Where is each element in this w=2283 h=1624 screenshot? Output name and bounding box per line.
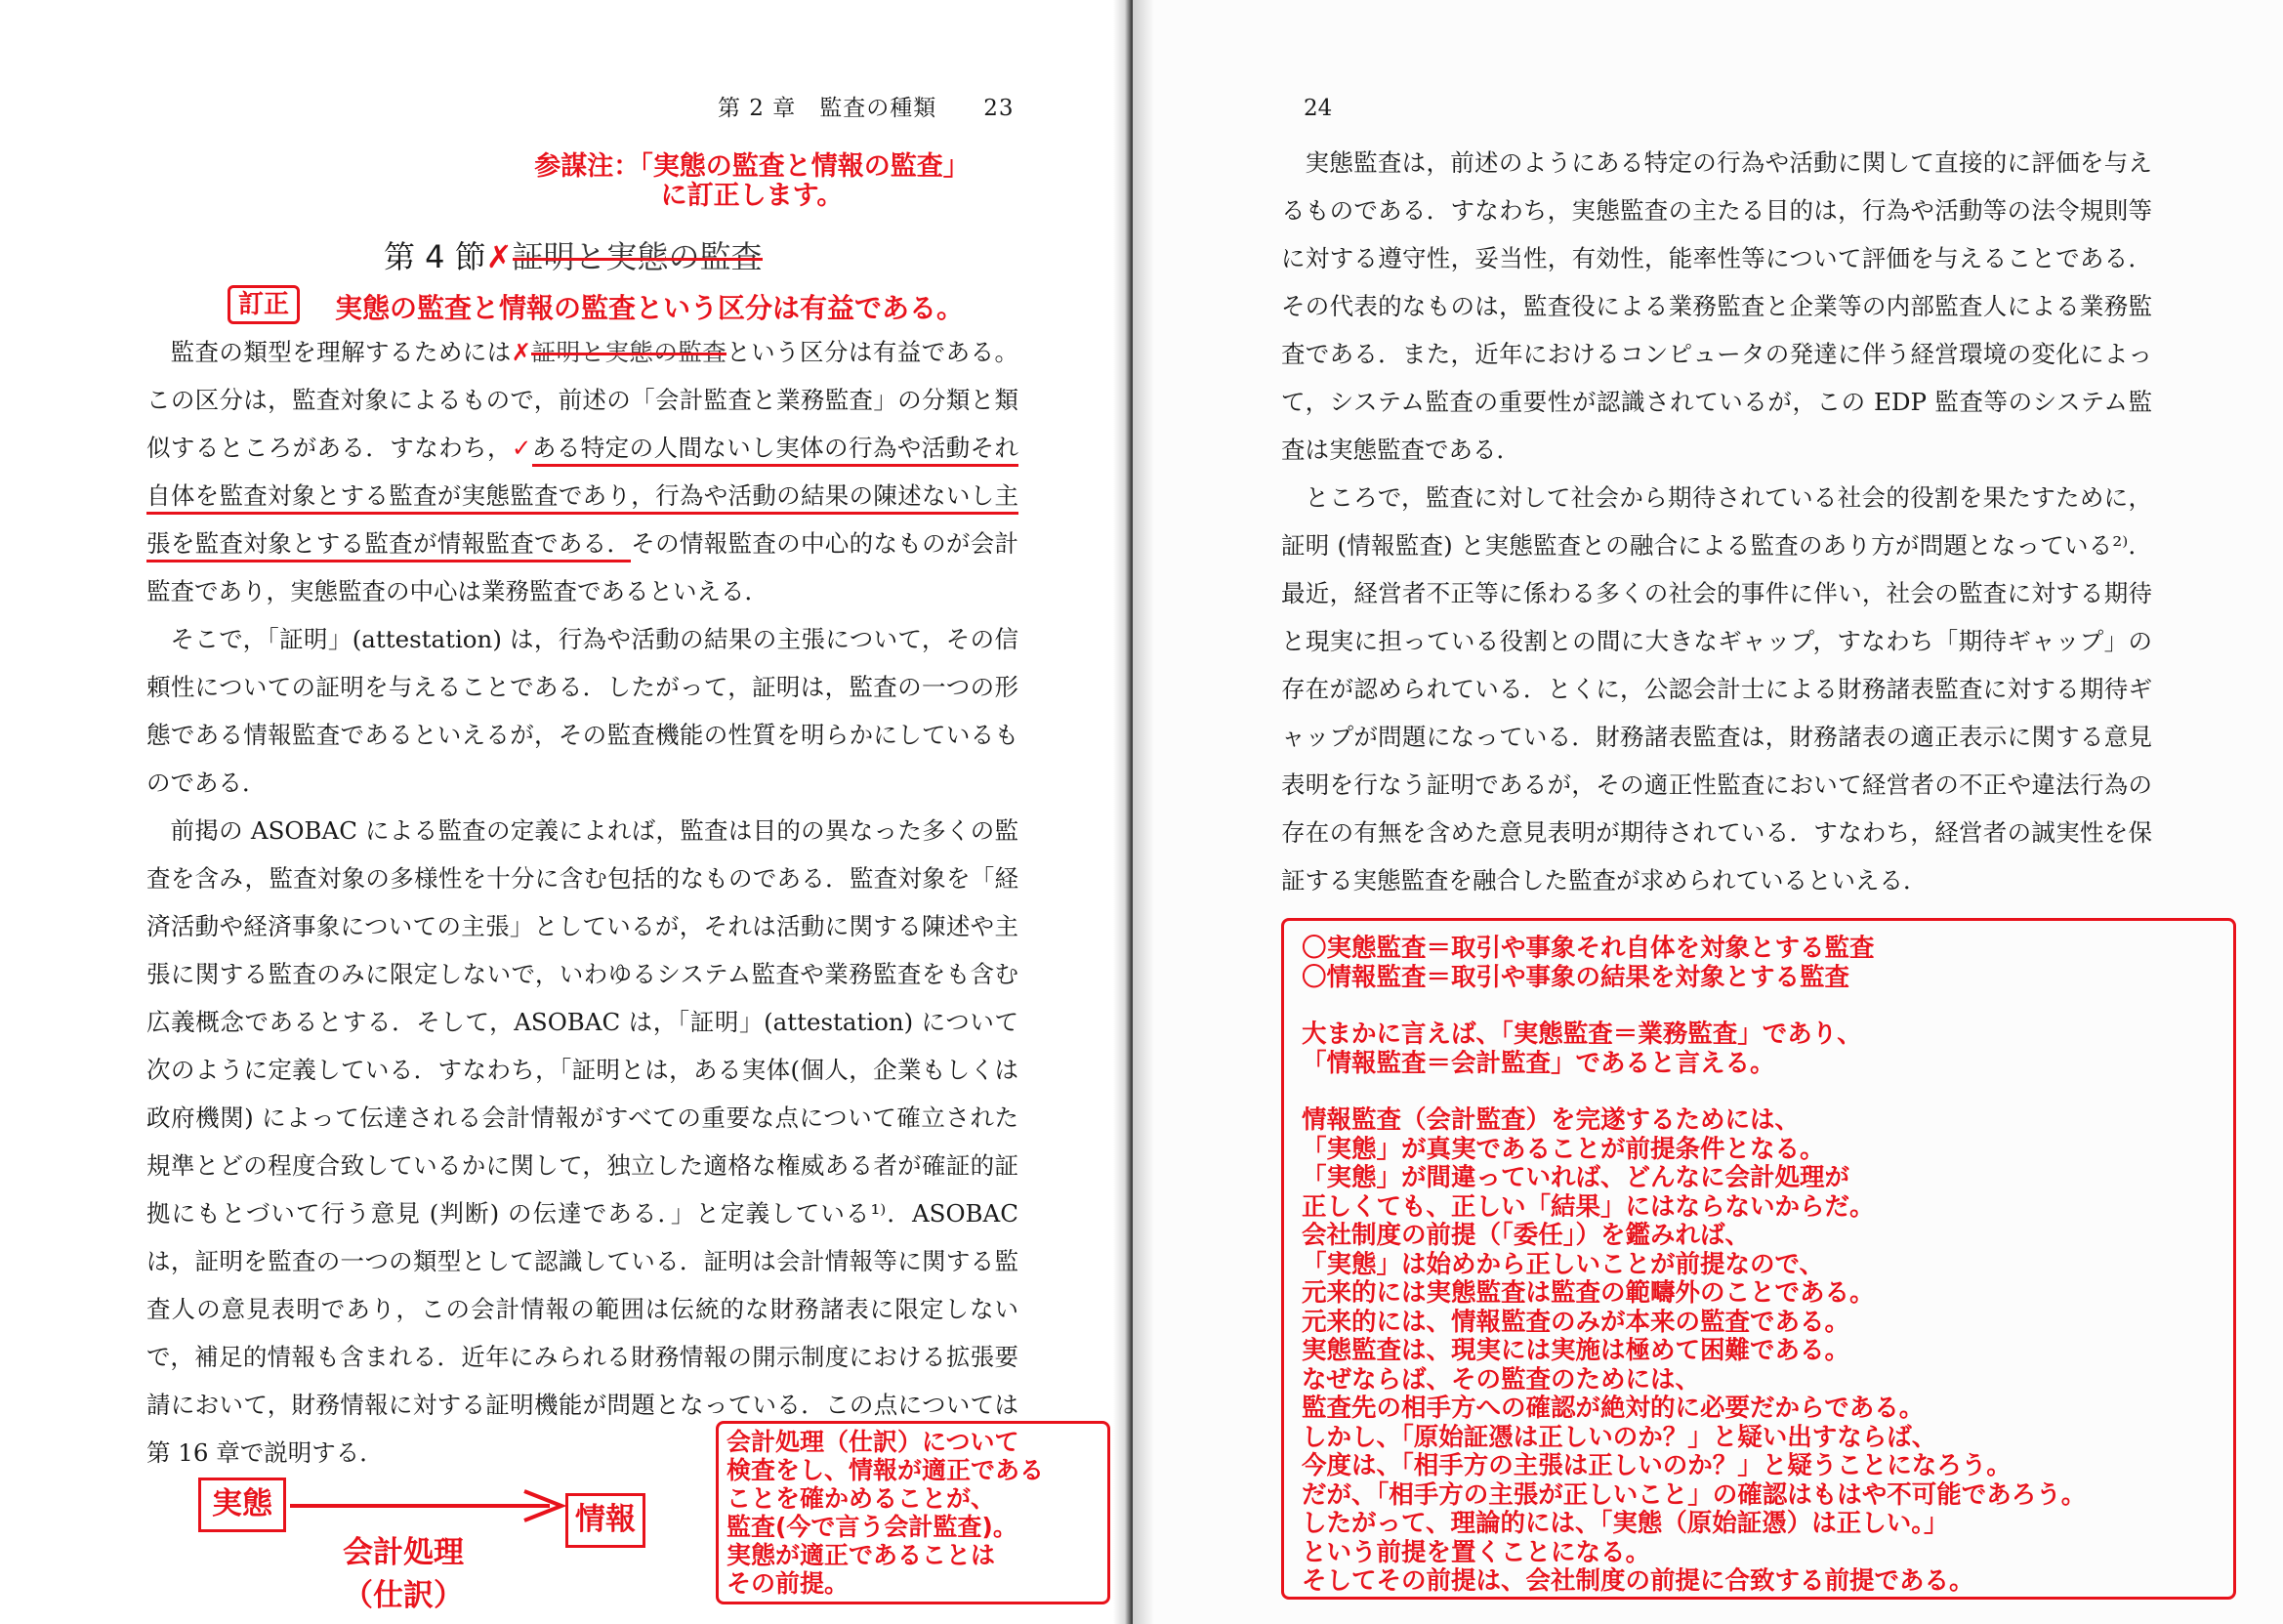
left-page [0,0,1133,1624]
callout-line: しかし、「原始証憑は正しいのか？」と疑い出すならば、 [1302,1422,1937,1452]
paragraph: 実態監査は，前述のようにある特定の行為や活動に関して直接的に評価を与えるものである．すなわち，実態監査の主たる目的は，行為や活動等の法令規則等に対する遵守性，妥当性，有効性，能率性等について評価を与えることである．その代表的なものは，監査役による業務監査と企業等の内部監査人による業務監査である．また，近年におけるコンピュータの発達に伴う経営環境の変化によって，システム監査の重要性が認識されているが，この EDP 監査等のシステム監査は実態監査である． [1281,148,2152,464]
right-body [1281,139,2152,904]
diagram-box-entity: 実態 [198,1478,286,1532]
correction-text: 実態の監査と情報の監査という区分は有益である。 [335,292,965,324]
left-body [146,328,1018,1477]
check-mark-icon: ✓ [511,434,532,462]
callout-line: 〇情報監査＝取引や事象の結果を対象とする監査 [1302,962,1850,992]
struck-text: 証明と実態の監査 [531,338,727,366]
callout-line: 「実態」が間違っていれば、どんなに会計処理が [1302,1163,1850,1192]
annotation-note-line: に訂正します。 [660,181,844,211]
callout-line: 実態監査は、現実には実施は極めて困難である。 [1302,1336,1850,1365]
callout-line: 情報監査（会計監査）を完遂するためには、 [1302,1105,1801,1135]
paragraph [146,328,1018,615]
callout-large [1281,918,2236,1600]
callout-line: 今度は、「相手方の主張は正しいのか？」と疑うことになろう。 [1302,1451,2012,1480]
diagram-arrow-label [291,1531,516,1617]
callout-line: 「実態」が真実であることが前提条件となる。 [1302,1134,1825,1164]
callout-line: 正しくても、正しい「結果」にはならないからだ。 [1302,1191,1875,1222]
annotation-note-line: 参謀注：「実態の監査と情報の監査」 [534,151,970,182]
paragraph: 前掲の ASOBAC による監査の定義によれば，監査は目的の異なった多くの監査を含み，監査対象の多様性を十分に含む包括的なものである．監査対象を「経済活動や経済事象についての主張」としているが，それは活動に関する陳述や主張に関する監査のみに限定しないで，いわゆるシステム監査や業務監査をも含む広義概念であるとする．そして，ASOBAC は，「証明」(attestation) について次のように定義している．すなわち，「証明とは，ある実体(個人，企業もしくは政府機関) によって伝達される会計情報がすべての重要な点について確立された規準とどの程度合致しているかに関して，独立した適格な権威ある者が確証的証拠にもとづいて行う意見 (判断) の伝達である．」と定義している¹⁾．ASOBAC は，証明を監査の一つの類型として認識している．証明は会計情報等に関する監査人の意見表明であり，この会計情報の範囲は伝統的な財務諸表に限定しないで，補足的情報も含まれる．近年にみられる財務情報の開示制度における拡張要請において，財務情報に対する証明機能が問題となっている．この点については第 16 章で説明する． [146,816,1018,1467]
correction-label: 訂正 [228,285,300,324]
callout-line: その前提。 [726,1569,850,1598]
callout-line: 会計処理（仕訳）について [726,1428,1019,1456]
page-gutter [1133,0,1154,1624]
cross-mark-icon: ✗ [511,338,532,366]
paragraph: そこで，「証明」(attestation) は，行為や活動の結果の主張について，その信頼性についての証明を与えることである．したがって，証明は，監査の一つの形態である情報監査であるといえるが，その監査機能の性質を明らかにしているものである． [146,625,1018,797]
cross-mark-icon: ✗ [485,238,513,275]
arrow-icon [286,1489,569,1522]
page-number: 24 [1304,96,1333,121]
callout-line: そしてその前提は、会社制度の前提に合致する前提である。 [1302,1566,1974,1596]
text-run: という区分は有益である。この区分は，監査対象によるもので，前述の「会計監査と業務監査」の分類と類似するところがある．すなわち， [146,338,1019,462]
callout-line: したがって、理論的には、「実態（原始証憑）は正しい。」 [1302,1509,1949,1538]
running-header: 第 2 章 監査の種類 23 [718,96,1015,121]
struck-section-title: 証明と実態の監査 [512,238,763,275]
callout-line: 監査(今で言う会計監査)。 [726,1513,1017,1541]
callout-line: なぜならば、その監査のためには、 [1302,1364,1701,1395]
annotation-note [508,152,996,211]
callout-line: 会社制度の前提（「委任」）を鑑みれば、 [1302,1221,1751,1250]
callout-line: 「情報監査＝会計監査」であると言える。 [1302,1048,1775,1078]
text-run: その情報監査の中心的なものが会計監査であり，実態監査の中心は業務監査であるといえる． [146,529,1019,605]
callout-line: 元来的には実態監査は監査の範疇外のことである。 [1302,1278,1875,1308]
section-heading [384,232,763,277]
callout-line: という前提を置くことになる。 [1302,1537,1651,1567]
section-number: 第 4 節 [384,238,486,275]
arrow-label-line: 会計処理 [343,1535,464,1570]
callout-line: 「実態」は始めから正しいことが前提なので、 [1302,1249,1824,1279]
callout-line: 〇実態監査＝取引や事象それ自体を対象とする監査 [1302,934,1875,963]
callout-line: 大まかに言えば、「実態監査＝業務監査」であり、 [1302,1020,1862,1049]
paragraph: ところで，監査に対して社会から期待されている社会的役割を果たすために，証明 (情報監査) と実態監査との融合による監査のあり方が問題となっている²⁾．最近，経営者不正等に係わる多くの社会的事件に伴い，社会の監査に対する期待と現実に担っている役割との間に大きなギャップ，すなわち「期待ギャップ」の存在が認められている．とくに，公認会計士による財務諸表監査に対する期待ギャップが問題になっている．財務諸表監査は，財務諸表の適正表示に関する意見表明を行なう証明であるが，その適正性監査において経営者の不正や違法行為の存在の有無を含めた意見表明が期待されている．すなわち，経営者の誠実性を保証する実態監査を融合した監査が求められているといえる． [1281,483,2152,895]
callout-line: 実態が適正であることは [726,1541,996,1569]
text-run: 監査の類型を理解するためには [170,338,512,366]
diagram-box-information: 情報 [565,1493,645,1548]
callout-line: 監査先の相手方への確認が絶対的に必要だからである。 [1302,1394,1925,1423]
arrow-label-line: （仕訳） [343,1578,464,1613]
callout-line: 検査をし、情報が適正である [726,1456,1045,1484]
callout-small [716,1421,1110,1604]
callout-line: 元来的には、情報監査のみが本来の監査である。 [1302,1307,1850,1337]
callout-line: ことを確かめることが、 [726,1484,996,1513]
callout-line: だが、「相手方の主張が正しいこと」の確認はもはや不可能であろう。 [1302,1479,2087,1510]
underlined-text: ある特定の人間ないし実体の行為や活動それ自体を監査対象とする監査が実態監査であり，行為や活動の結果の陳述ないし主張を監査対象とする監査が情報監査である． [146,434,1018,562]
